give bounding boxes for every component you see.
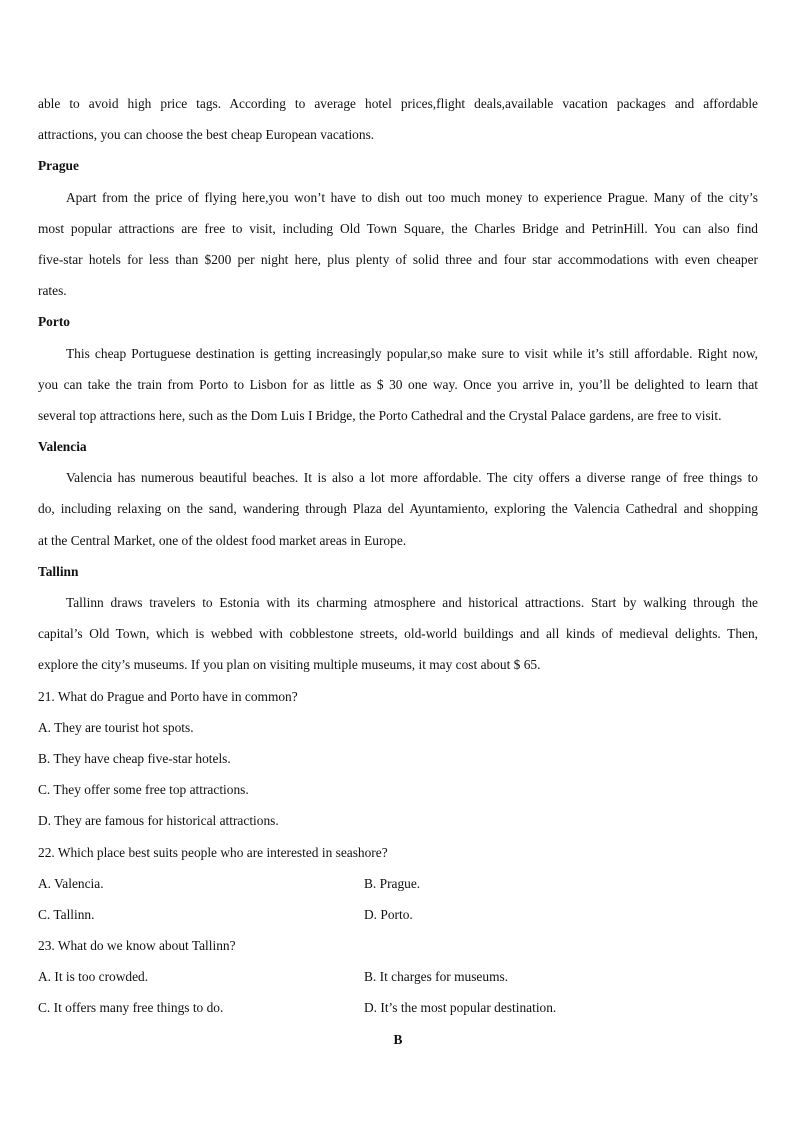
section-heading-valencia: Valencia [38, 439, 87, 455]
answer-options-row [38, 899, 758, 930]
paragraph-line: Tallinn draws travelers to Estonia with its charming atmosphere and historical attractions. Start by walking through the [66, 595, 758, 610]
answer-option: A. They are tourist hot spots. [38, 719, 194, 735]
answer-option: D. They are famous for historical attractions. [38, 813, 279, 829]
section-heading-tallinn: Tallinn [38, 563, 79, 579]
paragraph-line: capital’s Old Town, which is webbed with cobblestone streets, old-world buildings and all kinds of medieval delights. Then, [38, 626, 758, 642]
paragraph-line: explore the city’s museums. If you plan on visiting multiple museums, it may cost about $ 65. [38, 657, 541, 673]
intro-line: attractions, you can choose the best cheap European vacations. [38, 127, 375, 143]
paragraph-line: Apart from the price of flying here,you won’t have to dish out too much money to experience Prague. Many of the city’s [66, 189, 758, 205]
answer-option: A. Valencia. [38, 875, 104, 891]
document-page [38, 88, 758, 1055]
answer-option: A. It is too crowded. [38, 969, 149, 985]
paragraph-line: you can take the train from Porto to Lisbon for as little as $ 30 one way. Once you arrive in, you’ll be delighted to learn that [38, 376, 758, 392]
question-stem: 23. What do we know about Tallinn? [38, 938, 236, 954]
paragraph-line: several top attractions here, such as the Dom Luis I Bridge, the Porto Cathedral and the Crystal Palace gardens, are free to visit. [38, 407, 722, 423]
question-stem: 22. Which place best suits people who are interested in seashore? [38, 844, 388, 860]
section-heading-prague: Prague [38, 158, 79, 174]
answer-option: C. Tallinn. [38, 906, 95, 922]
answer-option: C. It offers many free things to do. [38, 1000, 224, 1016]
paragraph-line: Valencia has numerous beautiful beaches. It is also a lot more affordable. The city offers a diverse range of free things to [66, 470, 758, 486]
paragraph-line: five-star hotels for less than $200 per night here, plus plenty of solid three and four star accommodations with even cheaper [38, 251, 758, 267]
question-stem: 21. What do Prague and Porto have in common? [38, 688, 298, 704]
answer-option: B. Prague. [364, 875, 421, 891]
intro-line: able to avoid high price tags. According to average hotel prices,flight deals,available vacation packages and affordable [38, 96, 758, 111]
paragraph-line: most popular attractions are free to visit, including Old Town Square, the Charles Bridge and PetrinHill. You can also find [38, 220, 758, 236]
answer-options-row [38, 961, 758, 992]
answer-options-row [38, 868, 758, 899]
paragraph-line: at the Central Market, one of the oldest food market areas in Europe. [38, 532, 407, 548]
answer-option: D. Porto. [364, 906, 413, 922]
next-section-label: B [393, 1031, 403, 1047]
answer-options-row [38, 992, 758, 1023]
paragraph-line: This cheap Portuguese destination is getting increasingly popular,so make sure to visit while it’s still affordable. Right now, [66, 345, 758, 361]
paragraph-line: rates. [38, 283, 67, 299]
answer-option: D. It’s the most popular destination. [364, 1000, 557, 1016]
answer-option: B. It charges for museums. [364, 969, 509, 985]
paragraph-line: do, including relaxing on the sand, wandering through Plaza del Ayuntamiento, exploring the Valencia Cathedral and shopping [38, 501, 758, 517]
answer-option: B. They have cheap five-star hotels. [38, 750, 231, 766]
section-heading-porto: Porto [38, 314, 70, 330]
answer-option: C. They offer some free top attractions. [38, 782, 249, 798]
